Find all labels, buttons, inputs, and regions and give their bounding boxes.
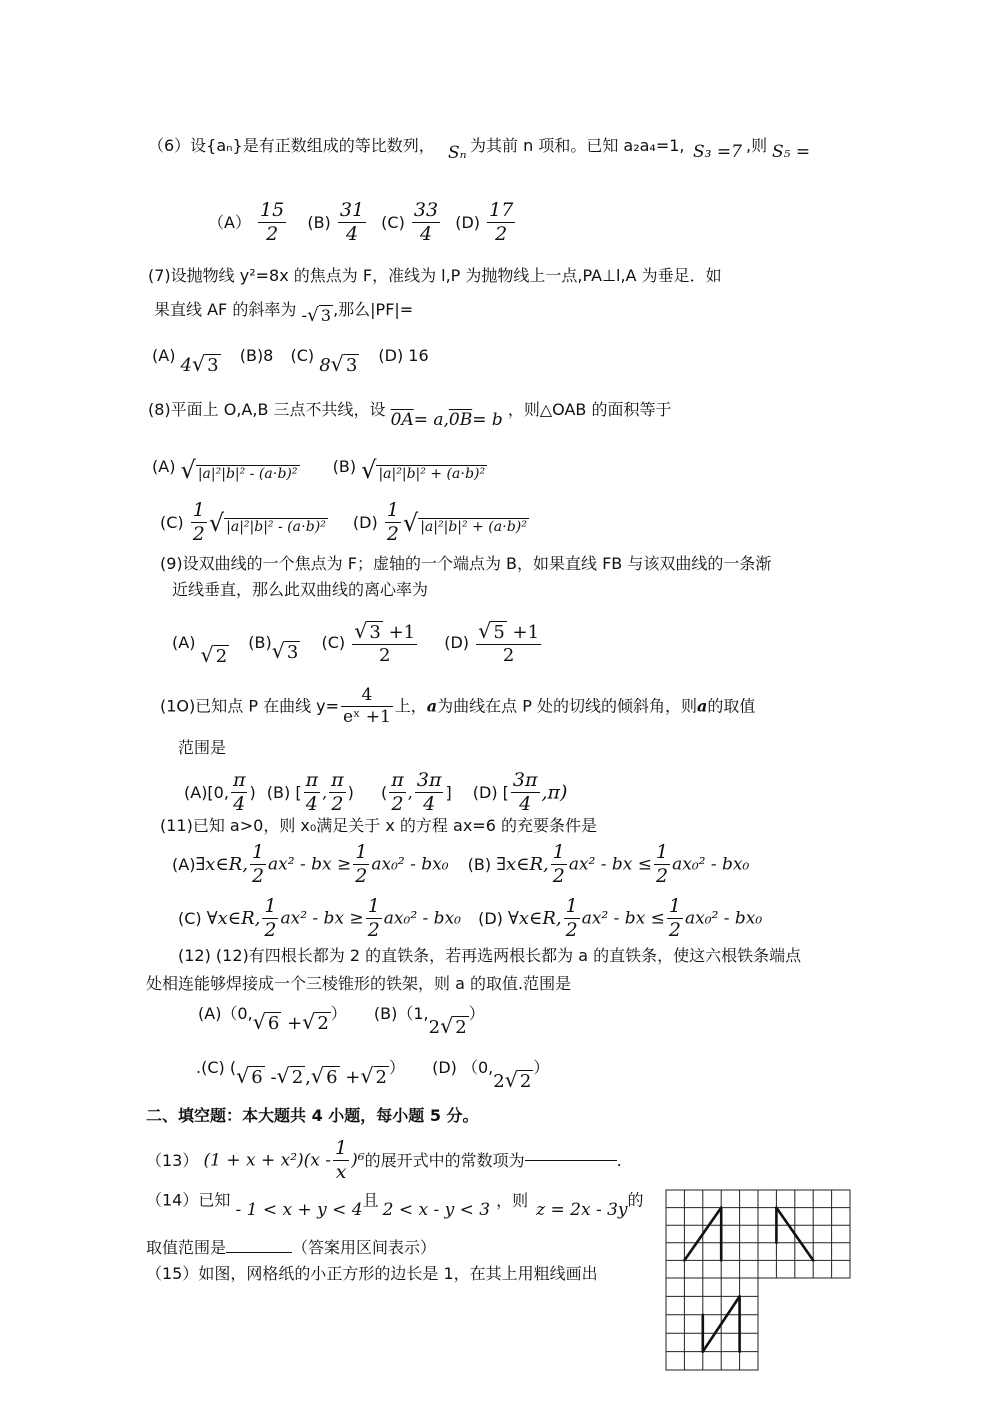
q7-opt-a-sqrt: √ 3 <box>191 352 219 376</box>
q14-line2: 取值范围是 （答案用区间表示） <box>146 1238 437 1257</box>
q6-stem: （6）设{aₙ}是有正数组成的等比数列， <box>148 136 435 155</box>
q11-opt-b-label: (B) <box>467 854 492 874</box>
q7-line2: 果直线 AF 的斜率为 -√ 3 ,那么|PF|= <box>154 300 414 326</box>
q6-opt-c-label: (C) <box>381 212 405 232</box>
q10-opt-b-lo: $\frac{\pi}{4}$ <box>305 769 319 815</box>
q8-opt-d-label: (D) <box>352 512 378 532</box>
q11-opt-b-half: $\frac{1}{2}$ <box>552 841 565 887</box>
q8-stem: (8)平面上 O,A,B 三点不共线，设 0A= a,0B= b ，则△OAB 的面积等于 <box>148 400 672 430</box>
q6-sn: Sₙ <box>448 143 467 163</box>
q8-options-cd <box>160 500 529 546</box>
q8-opt-a-label: (A) <box>152 457 176 476</box>
figure-thick-lines <box>684 1208 813 1352</box>
q14-line1: （14）已知 - 1 < x + y < 4且 2 < x - y < 3 ，则 z = 2x - 3y的 <box>146 1190 644 1220</box>
q9-opt-d-label: (D) <box>444 633 470 653</box>
q7-opt-c-label: (C) <box>290 346 315 365</box>
q9-opt-a-label: (A) <box>172 633 196 653</box>
q8-vec-oa: 0A <box>390 410 414 430</box>
q6-opt-b-label: (B) <box>307 212 331 232</box>
q8-opt-c-half: $\frac{1}{2}$ <box>192 499 205 545</box>
q12-opt-b-label: (B)（1, <box>373 1004 429 1023</box>
q9-opt-d: $\frac{√ 5 +1}{2}$ <box>478 619 540 666</box>
q7-line1: (7)设抛物线 y²=8x 的焦点为 F，准线为 l,P 为抛物线上一点,PA⊥l,A 为垂足．如 <box>148 266 722 285</box>
q10-alpha-2: a <box>697 696 708 716</box>
q7-opt-b: (B)8 <box>239 346 274 365</box>
q13-blank[interactable] <box>525 1160 617 1161</box>
q8-opt-b-label: (B) <box>332 457 357 476</box>
q7-neg: - <box>301 306 308 326</box>
q6-opt-b: $\frac{31}{4}$ <box>339 199 365 245</box>
q6-s3: S₃ =7 <box>693 142 742 162</box>
q10-opt-c-label: ( <box>381 782 388 802</box>
q7-opt-a-label: (A) <box>152 346 176 365</box>
q6-options <box>208 200 517 246</box>
q10-alpha: a <box>426 696 438 716</box>
q12-line2: 处相连能够焊接成一个三棱锥形的铁架，则 a 的取值.范围是 <box>146 974 572 993</box>
q11-opt-d-label: (D) <box>478 908 503 928</box>
q11-opt-c-label: (C) <box>178 908 202 928</box>
q12-options-ab: (A)（0,√ 6 +√ 2 ） (B)（1,2√ 2） <box>198 1004 485 1038</box>
q12-opt-c-label: .(C) ( <box>196 1058 237 1077</box>
q8-opt-c: √ |a|²|b|² - (a⋅b)² <box>208 508 326 537</box>
q6-opt-a: $\frac{15}{2}$ <box>260 199 285 245</box>
q9-opt-a: √ 2 <box>200 642 228 667</box>
q9-opt-b: √ 3 <box>271 638 299 663</box>
grid-lines <box>666 1190 850 1370</box>
q7-options <box>152 348 429 375</box>
q6-s5: S₅ = <box>772 142 811 162</box>
q10-opt-c-lo: $\frac{\pi}{2}$ <box>391 769 404 815</box>
q7-opt-c-coef: 8 <box>319 355 331 376</box>
q10-opt-a-label: (A)[0, <box>184 782 229 802</box>
q8-opt-b: √ |a|²|b|² + (a⋅b)² <box>361 456 486 484</box>
q7-opt-d: (D) 16 <box>378 346 429 365</box>
q11-opt-a-label: (A) <box>172 854 196 874</box>
q12-opt-a-label: (A)（0, <box>198 1004 253 1023</box>
q7-opt-a-coef: 4 <box>180 355 192 376</box>
q10-opt-b-label: (B) [ <box>266 782 302 802</box>
q11-options-ab: (A)∃x∈R, $\frac{1}{2}$ ax² - bx ≥ $\frac{1}{2}$ ax₀² - bx₀ (B) ∃x∈R, $\frac{1}{2}$ ax² - bx ≤ $\frac{1}{2}$ ax₀² - bx₀ <box>172 841 750 887</box>
q8-opt-a: √ |a|²|b|² - (a⋅b)² <box>180 456 298 484</box>
q9-opt-b-label: (B) <box>248 633 272 653</box>
q14-blank[interactable] <box>226 1252 292 1253</box>
q9-line2: 近线垂直，那么此双曲线的离心率为 <box>172 580 429 599</box>
q10-opt-c-hi: $\frac{3\pi}{4}$ <box>416 769 442 815</box>
q13-frac: $\frac{1}{x}$ <box>335 1137 348 1183</box>
q9-line1: (9)设双曲线的一个焦点为 F；虚轴的一个端点为 B，如果直线 FB 与该双曲线的一条渐 <box>160 554 772 573</box>
q7-sqrt3: √ 3 <box>307 305 332 326</box>
q10-stem: (1O)已知点 P 在曲线 y= $\frac{4}{\text{eˣ +1}}$ 上，a为曲线在点 P 处的切线的倾斜角，则a的取值 <box>160 685 756 727</box>
q10-frac: $\frac{4}{\text{eˣ +1}}$ <box>343 685 391 727</box>
grid-figure <box>664 1188 860 1376</box>
q11-stem: (11)已知 a>0，则 x₀满足关于 x 的方程 ax=6 的充要条件是 <box>160 816 597 835</box>
q15-text: （15）如图，网格纸的小正方形的边长是 1，在其上用粗线画出 <box>146 1264 598 1283</box>
q8-opt-d: √ |a|²|b|² + (a⋅b)² <box>402 508 527 537</box>
q9-options <box>172 620 543 666</box>
q7-opt-c-sqrt: √ 3 <box>330 352 358 376</box>
q10-opt-b-hi: $\frac{\pi}{2}$ <box>331 769 344 815</box>
q10-opt-d-label: (D) [ <box>472 782 509 802</box>
q10-opt-a: $\frac{\pi}{4}$ <box>232 769 246 815</box>
q8-opt-c-label: (C) <box>160 512 184 532</box>
q11-opt-c-half: $\frac{1}{2}$ <box>264 895 277 941</box>
q6-opt-d: $\frac{17}{2}$ <box>489 199 514 245</box>
q8-opt-d-half: $\frac{1}{2}$ <box>386 499 399 545</box>
q12-options-cd: .(C) (√ 6 -√ 2 ,√ 6 +√ 2 ） (D) （0,2√ 2） <box>196 1058 550 1092</box>
q10-line2: 范围是 <box>178 738 227 757</box>
q6-opt-a-label: （A） <box>208 212 251 232</box>
q11-options-cd: (C) ∀x∈R, $\frac{1}{2}$ ax² - bx ≥ $\frac{1}{2}$ ax₀² - bx₀ (D) ∀x∈R, $\frac{1}{2}$ ax² - bx ≤ $\frac{1}{2}$ ax₀² - bx₀ <box>178 895 763 941</box>
q13: （13） (1 + x + x²)(x - $\frac{1}{x}$ )⁶的展开式中的常数项为 . <box>146 1137 622 1183</box>
q10-opt-d: $\frac{3\pi}{4}$ <box>512 769 538 815</box>
q6-then: ,则 <box>746 136 768 155</box>
q9-opt-c-label: (C) <box>321 633 346 653</box>
q12-opt-d-label: (D) （0, <box>432 1058 494 1077</box>
q6-opt-c: $\frac{33}{4}$ <box>413 199 439 245</box>
q10-options: (A)[0, $\frac{\pi}{4}$ ) (B) [ $\frac{\pi}{4}$ , $\frac{\pi}{2}$ ) ( $\frac{\pi}{2}$ , $\frac{3\pi}{4}$ ] (D) [ $\frac{3\pi}{4}$ ,π) <box>184 769 568 815</box>
q6-opt-d-label: (D) <box>455 212 481 232</box>
q11-opt-d-half: $\frac{1}{2}$ <box>565 895 578 941</box>
q11-opt-a-half: $\frac{1}{2}$ <box>251 841 265 887</box>
q8-vec-ob: 0B <box>448 410 473 430</box>
section-2-title: 二、填空题：本大题共 4 小题，每小题 5 分。 <box>146 1106 479 1125</box>
q8-options-ab <box>152 458 487 482</box>
q9-opt-c: $\frac{√ 3 +1}{2}$ <box>354 619 416 666</box>
q6-mid: 为其前 n 项和。已知 a₂a₄=1, <box>470 136 685 155</box>
q12-line1: (12) (12)有四根长都为 2 的直铁条，若再选两根长都为 a 的直铁条，使这六根铁条端点 <box>178 946 802 965</box>
